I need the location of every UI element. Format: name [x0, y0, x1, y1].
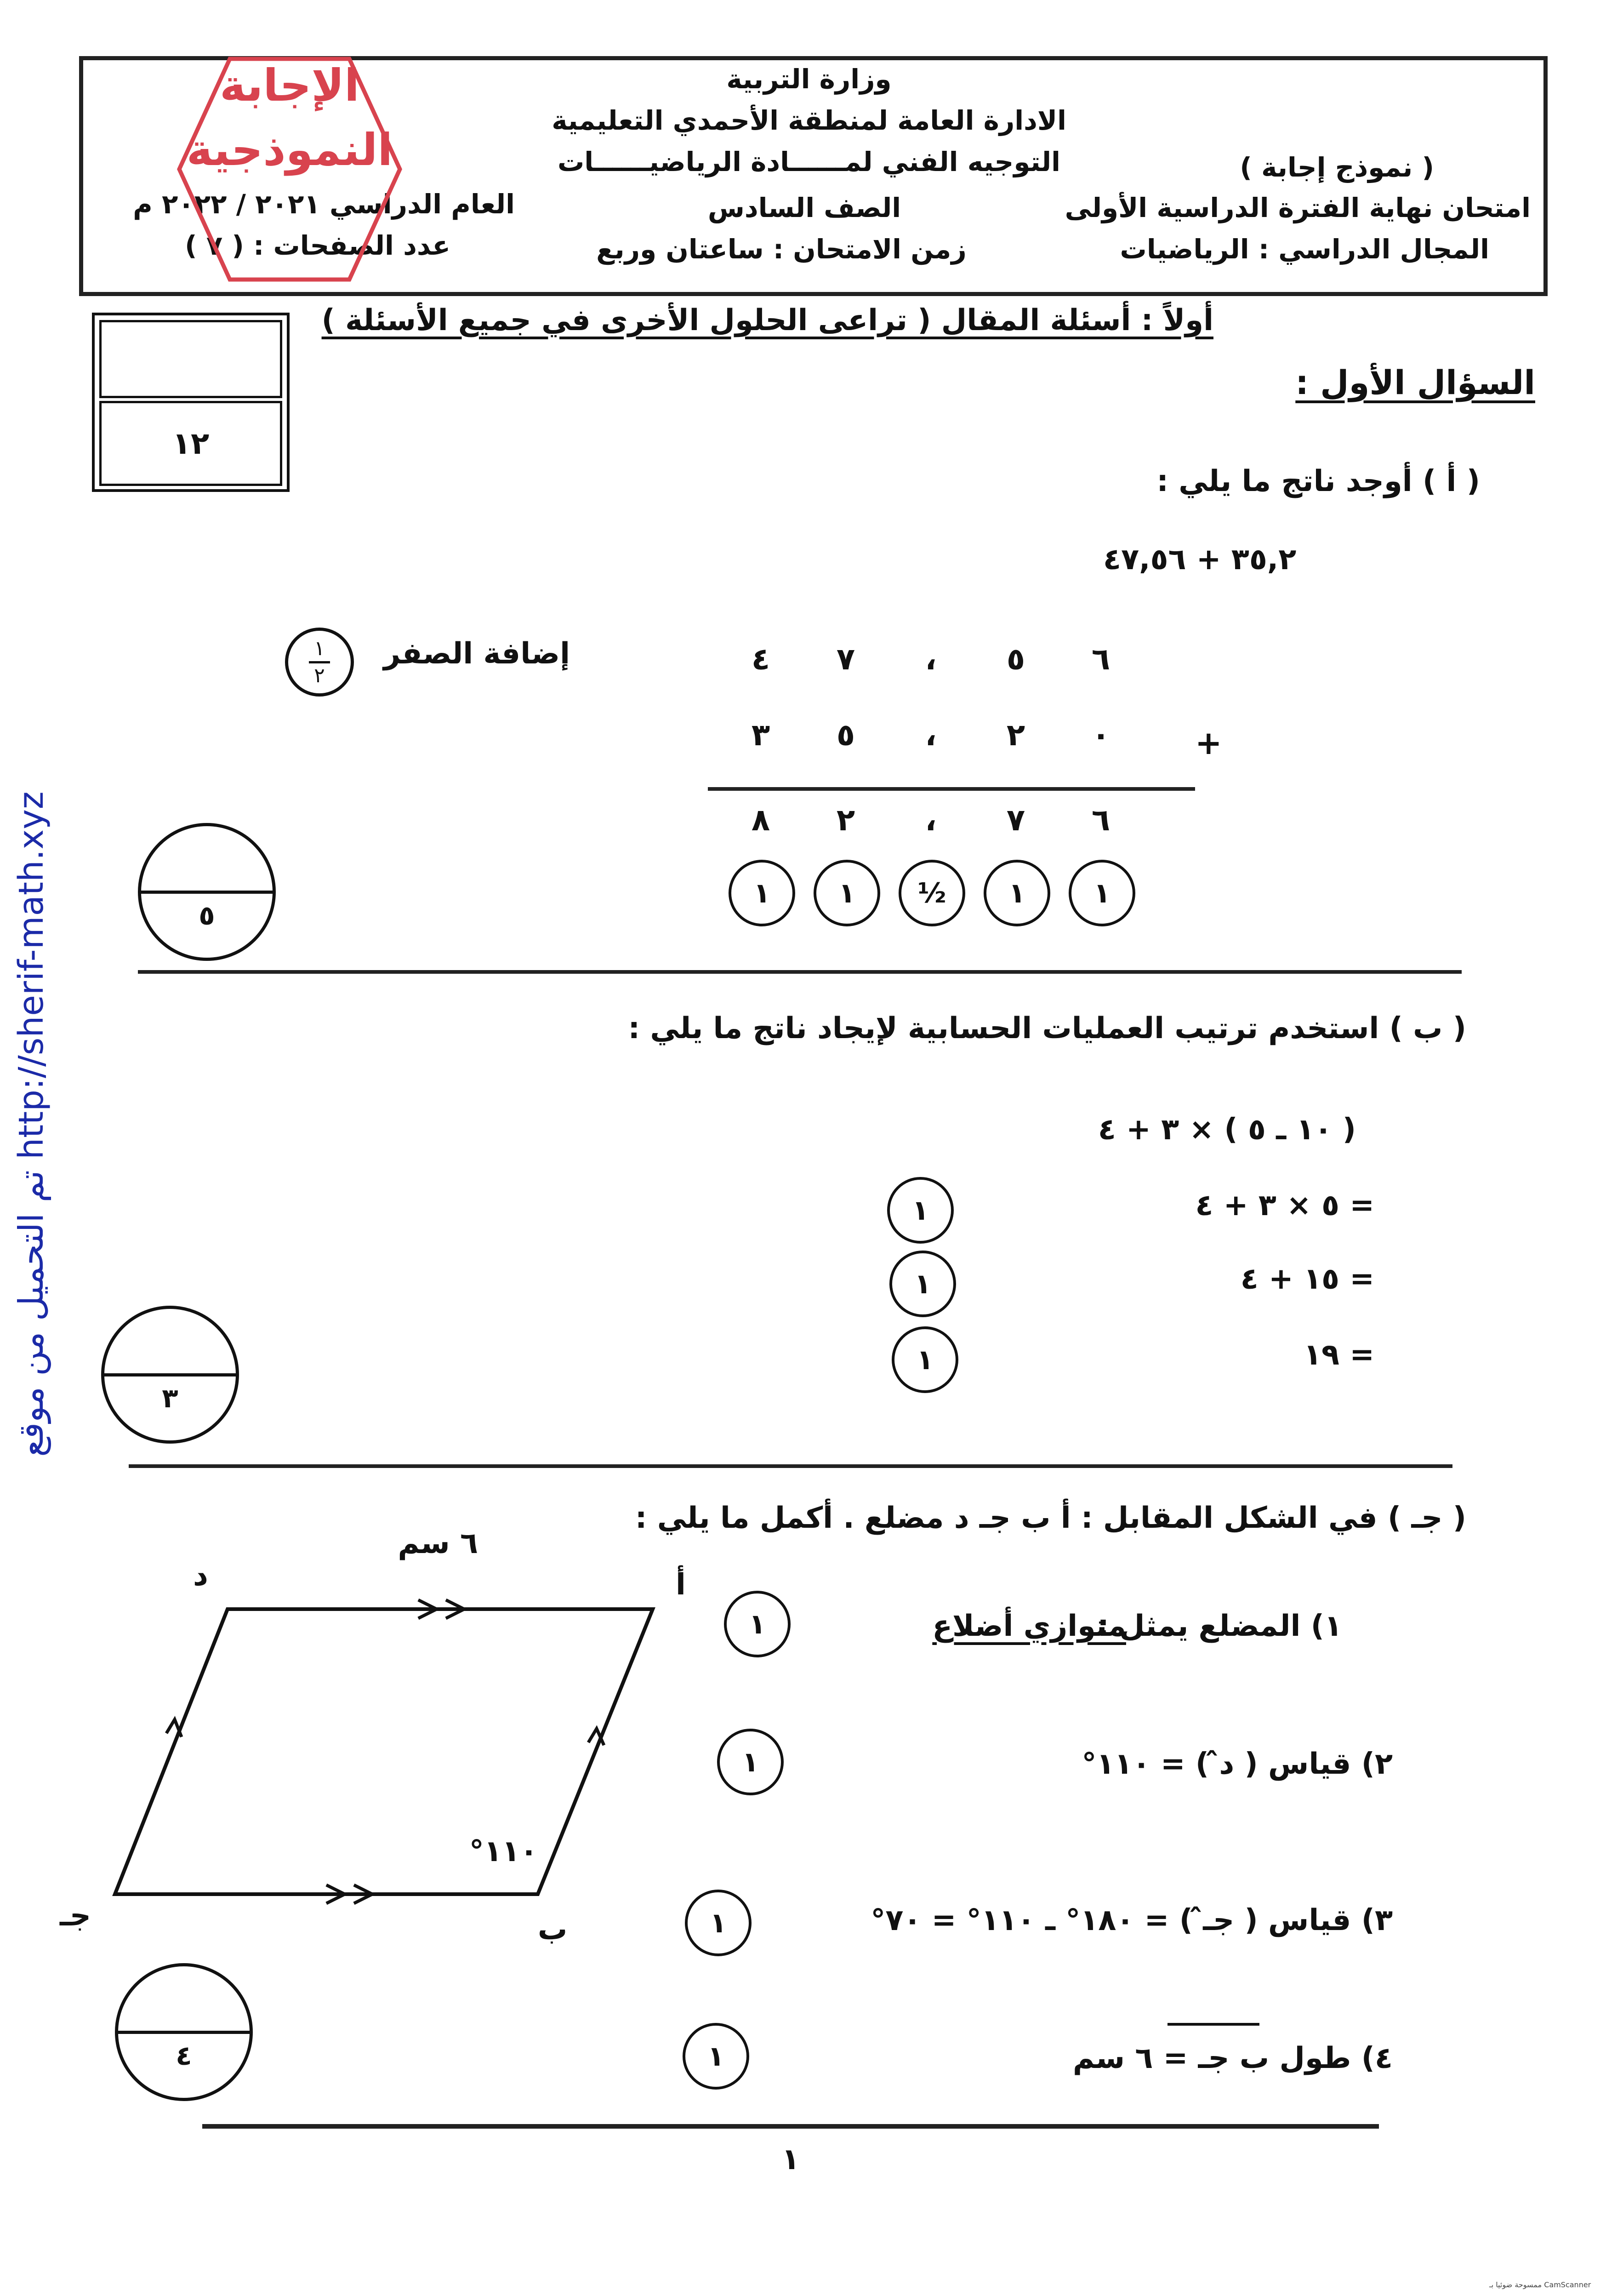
- addition-row-1: [740, 641, 1122, 677]
- result-marks: [729, 860, 1135, 926]
- exam-duration: زمن الامتحان : ساعتان وربع: [596, 234, 967, 265]
- score-blank-cell: [99, 320, 282, 398]
- mark-value: ١: [749, 1608, 766, 1640]
- mark-circle: [887, 1177, 954, 1244]
- digit: ٧: [836, 641, 855, 677]
- score-total-value: ١٢: [172, 426, 210, 461]
- mark-value: ١: [753, 877, 770, 909]
- digit: ٢: [1006, 717, 1025, 753]
- total-score-box: [92, 313, 290, 492]
- digit: ٢: [836, 802, 855, 838]
- decimal-comma: ،: [925, 641, 937, 677]
- digit: ٠: [1091, 717, 1110, 753]
- score-divider: [118, 2031, 250, 2034]
- q1a-expression: ٣٥,٢ + ٤٧,٥٦: [1103, 543, 1297, 577]
- mark-circle: [1069, 860, 1135, 926]
- segment-overline: [1167, 2023, 1259, 2026]
- bottom-rule: [202, 2124, 1379, 2129]
- score-circle-b: [101, 1306, 239, 1444]
- mark-circle: [814, 860, 880, 926]
- fraction-bar: [309, 661, 330, 663]
- digit: ٦: [1091, 641, 1110, 677]
- digit: ٤: [751, 641, 770, 677]
- q1c-item-3: ٣) قياس ( جـ̂ ) = ١٨٠° ـ ١١٠° = ٧٠°: [871, 1903, 1393, 1937]
- scanner-note: CamScanner ممسوحة ضوئيا بـ: [1489, 2280, 1591, 2289]
- digit: ٥: [1006, 641, 1025, 677]
- mark-value: ١: [707, 2040, 724, 2073]
- mark-circle: [892, 1326, 958, 1393]
- exam-title: امتحان نهاية الفترة الدراسية الأولى: [1065, 192, 1531, 223]
- zero-padding-note: إضافة الصفر: [383, 637, 570, 671]
- decimal-comma: ،: [925, 717, 937, 753]
- q1b-prompt: ( ب ) استخدم ترتيب العمليات الحسابية لإيجاد ناتج ما يلي :: [628, 1011, 1466, 1045]
- digit: ٣: [751, 717, 770, 753]
- vertex-label-b: ب: [538, 1913, 568, 1947]
- score-divider: [141, 891, 273, 894]
- score-value-b: ٣: [162, 1382, 178, 1414]
- digit: ٥: [836, 717, 855, 753]
- addition-row-2: [740, 717, 1122, 753]
- half-mark-fraction: [309, 636, 330, 687]
- vertex-label-d: د: [193, 1559, 208, 1593]
- page-count: عدد الصفحات : ( ٧ ): [185, 230, 450, 261]
- q1a-prompt: ( أ ) أوجد ناتج ما يلي :: [1156, 464, 1480, 498]
- vertex-label-a: أ: [676, 1568, 686, 1602]
- academic-year: العام الدراسي ٢٠٢١ / ٢٠٢٢ م: [133, 188, 515, 220]
- plus-sign: +: [1195, 724, 1222, 762]
- download-watermark: تم التحميل من موقع http://sherif-math.xyz: [11, 791, 51, 1457]
- mark-value: ١: [1093, 877, 1110, 909]
- supervision-name: التوجيه الفني لمــــــادة الرياضيــــــات: [557, 146, 1061, 177]
- digit: ٨: [751, 802, 770, 838]
- score-divider: [104, 1373, 236, 1376]
- q1c-prompt: ( جـ ) في الشكل المقابل : أ ب جـ د مضلع . أكمل ما يلي :: [635, 1501, 1466, 1535]
- mark-value: ١: [838, 877, 855, 909]
- digit: ٦: [1091, 802, 1110, 838]
- digit: ٧: [1006, 802, 1025, 838]
- mark-circle: [889, 1251, 956, 1317]
- mark-circle: [729, 860, 795, 926]
- vertex-label-c: جـ: [60, 1899, 91, 1933]
- score-circle-a: [138, 823, 276, 961]
- parallelogram-figure: [69, 1517, 758, 1954]
- q1c-item-1-answer: متوازي أضلاع: [932, 1609, 1126, 1643]
- mark-value: ١: [742, 1746, 759, 1778]
- decimal-comma: ،: [925, 802, 937, 838]
- score-total-cell: [99, 401, 282, 486]
- addition-rule: [708, 787, 1195, 791]
- score-value-a: ٥: [199, 900, 215, 931]
- section-title: أولاً : أسئلة المقال ( تراعى الحلول الأخرى في جميع الأسئلة ): [321, 303, 1213, 337]
- q1b-step-3: = ١٩: [1303, 1338, 1374, 1372]
- divider: [138, 970, 1462, 974]
- mark-value: ١: [912, 1194, 929, 1227]
- question-1-title: السؤال الأول :: [1295, 363, 1535, 402]
- grade-label: الصف السادس: [707, 192, 901, 223]
- addition-result: [740, 802, 1122, 838]
- score-value-c: ٤: [176, 2040, 192, 2071]
- mark-value: ١: [1008, 877, 1025, 909]
- half-mark-den: ٢: [314, 663, 325, 687]
- subject-field: المجال الدراسي : الرياضيات: [1120, 234, 1489, 265]
- q1b-step-1: = ٥ × ٣ + ٤: [1195, 1188, 1374, 1222]
- divider: [129, 1464, 1452, 1468]
- q1c-item-4: ٤) طول ب جـ = ٦ سم: [1072, 2041, 1393, 2075]
- q1c-item-2: ٢) قياس ( د̂ ) = ١١٠°: [1082, 1747, 1393, 1781]
- mark-circle: [683, 2023, 749, 2090]
- half-mark-circle: [285, 628, 354, 697]
- half-mark-num: ١: [314, 636, 325, 660]
- page-number: ١: [781, 2142, 800, 2176]
- q1b-expression: ( ١٠ ـ ٥ ) × ٣ + ٤: [1098, 1113, 1356, 1147]
- angle-label: ١١٠°: [469, 1834, 538, 1868]
- side-length-label: ٦ سم: [398, 1526, 478, 1560]
- stamp-line-2: النموذجية: [186, 124, 393, 176]
- mark-value: ١: [917, 1343, 934, 1376]
- mark-value: ١: [710, 1907, 727, 1939]
- score-circle-c: [115, 1963, 253, 2101]
- ministry-name: وزارة التربية: [726, 63, 892, 95]
- mark-value: ½: [917, 877, 946, 909]
- q1c-item-1-label: ١) المضلع يمثل :: [1097, 1609, 1342, 1643]
- q1b-step-2: = ١٥ + ٤: [1240, 1262, 1374, 1296]
- mark-circle: [899, 860, 965, 926]
- mark-circle: [984, 860, 1050, 926]
- mark-value: ١: [914, 1268, 931, 1300]
- model-label: ( نموذج إجابة ): [1240, 152, 1434, 183]
- directorate-name: الادارة العامة لمنطقة الأحمدي التعليمية: [552, 105, 1066, 136]
- stamp-line-1: الإجابة: [220, 60, 359, 111]
